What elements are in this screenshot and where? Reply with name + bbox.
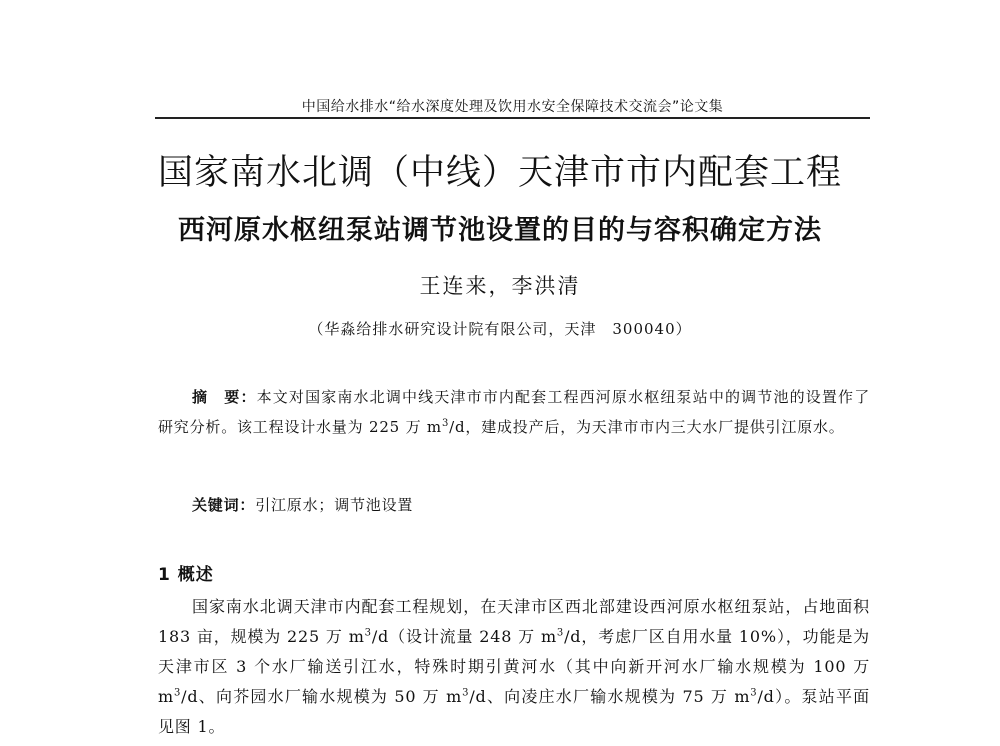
section-body-paragraph (158, 592, 870, 742)
paper-title-line-2: 西河原水枢纽泵站调节池设置的目的与容积确定方法 (178, 215, 822, 246)
abstract-text-b: /d，建成投产后，为天津市市内三大水厂提供引江原水。 (449, 418, 845, 436)
body-text-3: /d，考虑厂区自用水量 10%），功能是为天津市区 3 个水厂输送引江水，特殊时期引黄河水（其中向新开河水厂输水规模为 100 万 m (158, 627, 870, 706)
body-text-4: /d、向芥园水厂输水规模为 50 万 m (181, 687, 463, 706)
body-sup-3: 3 (173, 687, 182, 699)
keywords-label: 关键词： (192, 496, 256, 514)
body-text-1: 国家南水北调天津市内配套工程规划，在天津市区西北部建设西河原水枢纽泵站，占地面积 183 亩，规模为 225 万 m (158, 597, 870, 646)
body-sup-2: 3 (556, 627, 565, 639)
abstract-label: 摘 要： (192, 388, 257, 406)
running-header: 中国给水排水“给水深度处理及饮用水安全保障技术交流会”论文集 (301, 99, 724, 115)
body-sup-4: 3 (462, 687, 470, 699)
header-rule (155, 117, 870, 119)
authors: 王连来，李洪清 (419, 274, 581, 298)
abstract-sup: 3 (441, 418, 450, 429)
abstract (158, 382, 870, 442)
abstract-text-a: 本文对国家南水北调中线天津市市内配套工程西河原水枢纽泵站中的调节池的设置作了研究分析。该工程设计水量为 225 万 m (158, 388, 870, 436)
body-text-2: /d（设计流量 248 万 m (371, 627, 557, 646)
affiliation: （华淼给排水研究设计院有限公司，天津 300040） (308, 320, 692, 338)
keywords-text: 引江原水；调节池设置 (255, 496, 414, 514)
keywords (158, 490, 870, 520)
body-text-5: /d、向凌庄水厂输水规模为 75 万 m (469, 687, 751, 706)
paper-title-line-1: 国家南水北调（中线）天津市市内配套工程 (157, 153, 842, 193)
body-sup-1: 3 (364, 627, 372, 639)
body-text-6: /d）。泵站平面见图 1。 (158, 687, 870, 736)
section-heading: 1 概述 (158, 565, 214, 585)
body-sup-5: 3 (750, 687, 758, 699)
